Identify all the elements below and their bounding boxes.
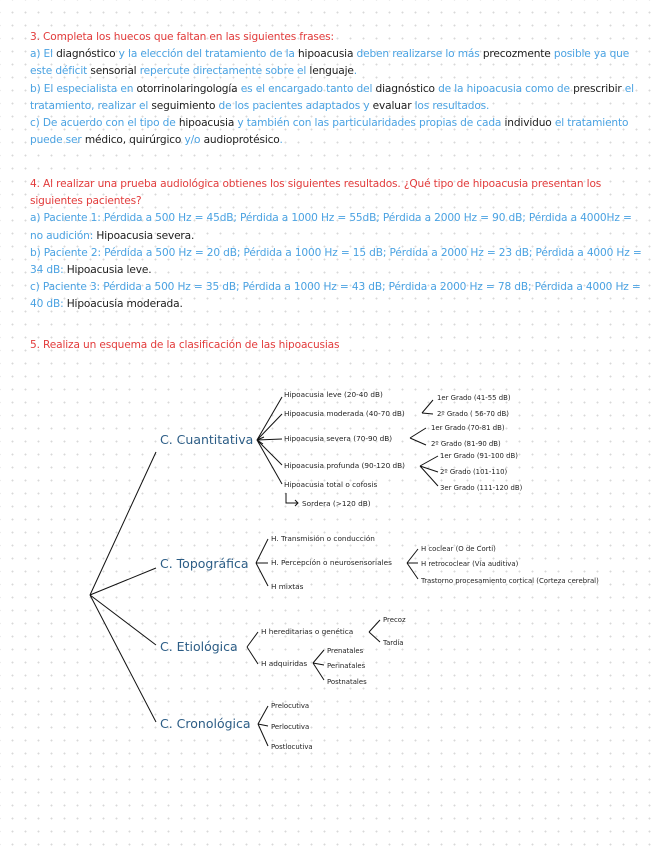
question-4-title: 4. Al realizar una prueba audiológica obtienes los siguientes resultados. ¿Qué tipo de hipoacusia presentan los siguientes pacientes?: [30, 178, 602, 208]
crono-perlocutiva: Perlocutiva: [271, 723, 310, 731]
q3a-part: a) El: [30, 48, 57, 61]
q3c-answer: hipoacusia: [178, 117, 235, 130]
q3a-answer: sensorial: [90, 65, 137, 78]
cuant-leve: Hipoacusia leve (20-40 dB): [284, 390, 383, 399]
q3c-part: .: [279, 134, 283, 147]
q3b-answer: evaluar: [372, 99, 412, 112]
profunda-bracket: [420, 456, 438, 486]
q3c-answer: audioprotésico: [203, 134, 280, 147]
q4c-answer: Hipoacusia moderada.: [66, 298, 183, 311]
q3b-part: es el encargado tanto del: [237, 82, 376, 95]
q3b-answer: prescribir: [573, 82, 622, 95]
moderada-bracket: [422, 400, 433, 414]
q3a-part: y la elección del tratamiento de la: [115, 48, 298, 61]
q3c-answer: médico, quirúrgico: [84, 134, 182, 147]
q4c-data: c) Paciente 3: Pérdida a 500 Hz = 35 dB; Pérdida a 1000 Hz = 43 dB; Pérdida a 2000 Hz = 78 dB; Pérdida a 4000 Hz = 40 dB:: [30, 281, 641, 311]
cuant-sordera: Sordera (>120 dB): [302, 499, 371, 508]
topo-mixtas: H mixtas: [271, 582, 304, 591]
cuantitativa-label: C. Cuantitativa: [160, 432, 254, 447]
cronologica-branches: [258, 706, 268, 746]
root-branches: [90, 452, 156, 722]
q3b-part: los resultados.: [411, 99, 490, 112]
q4b-answer: Hipoacusia leve.: [66, 264, 152, 277]
adquiridas-prenatales: Prenatales: [327, 647, 364, 655]
hereditarias-precoz: Precoz: [383, 616, 406, 624]
q3a-part: posible ya que este déficit: [30, 48, 630, 78]
q3a-part: deben realizarse lo más: [353, 48, 483, 61]
topografica-label: C. Topográfica: [160, 556, 249, 571]
topografica-branches: [256, 539, 268, 586]
cronologica-label: C. Cronológica: [160, 716, 251, 731]
hereditarias-tardia: Tardía: [383, 639, 404, 647]
percepcion-bracket: [407, 549, 418, 579]
q4b-data: b) Paciente 2: Pérdida a 500 Hz = 20 dB; Pérdida a 1000 Hz = 15 dB; Pérdida a 2000 Hz = 23 dB; Pérdida a 4000 Hz = 34 dB:: [30, 246, 642, 277]
q3a-part: .: [353, 65, 358, 78]
etio-adquiridas: H adquiridas: [261, 659, 308, 668]
cuant-moderada: Hipoacusia moderada (40-70 dB): [284, 409, 405, 418]
q4a-data: a) Paciente 1: Pérdida a 500 Hz = 45dB; Pérdida a 1000 Hz = 55dB; Pérdida a 2000 Hz = 90 dB; Pérdida a 4000Hz = no audición:: [30, 212, 632, 242]
adquiridas-bracket: [313, 650, 324, 680]
q3a-answer: lenguaje: [309, 65, 354, 78]
q3b-part: b) El especialista en: [30, 82, 137, 95]
moderada-grado-2: 2º Grado ( 56-70 dB): [437, 410, 509, 418]
q3b-answer: diagnóstico: [375, 82, 435, 95]
q3b-part: el tratamiento, realizar el: [30, 82, 634, 112]
question-3-title: 3. Completa los huecos que faltan en las siguientes frases:: [30, 31, 334, 43]
adquiridas-postnatales: Postnatales: [327, 678, 367, 686]
cuantitativa-branches: [257, 397, 282, 484]
q3c-part: el tratamiento puede ser: [30, 117, 629, 147]
profunda-grado-2: 2º Grado (101-110): [440, 468, 508, 476]
sordera-arrow-icon: [286, 493, 298, 506]
hereditarias-bracket: [369, 620, 380, 642]
q3c-part: y también con las particularidades propias de cada: [234, 117, 505, 130]
severa-grado-1: 1er Grado (70-81 dB): [431, 424, 505, 432]
q3b-answer: otorrinolaringología: [136, 82, 238, 95]
q3a-part: repercute directamente sobre el: [136, 65, 310, 78]
q3c-part: c) De acuerdo con el tipo de: [30, 117, 179, 130]
percepcion-tipo-3: Trastorno procesamiento cortical (Corteza cerebral): [421, 577, 599, 585]
adquiridas-perinatales: Perinatales: [327, 662, 366, 670]
q3c-answer: individuo: [504, 117, 552, 130]
crono-postlocutiva: Postlocutiva: [271, 743, 313, 751]
profunda-grado-3: 3er Grado (111-120 dB): [440, 484, 523, 492]
etiologica-branches: [247, 632, 258, 664]
cuant-profunda: Hipoacusia profunda (90-120 dB): [284, 461, 406, 470]
percepcion-tipo-1: H coclear (O de Corti): [421, 545, 496, 553]
topo-transmision: H. Transmisión o conducción: [271, 534, 375, 543]
cuant-severa: Hipoacusia severa (70-90 dB): [284, 434, 393, 443]
percepcion-tipo-2: H retrococlear (Vía auditiva): [421, 560, 519, 568]
cuant-total: Hipoacusia total o cofosis: [284, 480, 378, 489]
topo-percepcion: H. Percepción o neurosensoriales: [271, 558, 392, 567]
severa-bracket: [410, 428, 426, 445]
q4a-answer: Hipoacusia severa.: [96, 229, 195, 242]
etiologica-label: C. Etiológica: [160, 639, 238, 654]
severa-grado-2: 2º Grado (81-90 dB): [431, 440, 501, 448]
q3b-part: de los pacientes adaptados y: [215, 99, 373, 112]
crono-prelocutiva: Prelocutiva: [271, 702, 310, 710]
q3c-part: y/o: [181, 134, 204, 147]
etio-hereditarias: H hereditarias o genética: [261, 627, 354, 636]
q3b-part: de la hipoacusia como de: [434, 82, 574, 95]
q3a-answer: precozmente: [482, 48, 551, 61]
q3a-answer: hipoacusia: [297, 48, 354, 61]
q3a-answer: diagnóstico: [56, 48, 116, 61]
question-5-title: 5. Realiza un esquema de la clasificación de las hipoacusias: [30, 339, 340, 351]
profunda-grado-1: 1er Grado (91-100 dB): [440, 452, 518, 460]
moderada-grado-1: 1er Grado (41-55 dB): [437, 394, 511, 402]
q3b-answer: seguimiento: [151, 99, 216, 112]
